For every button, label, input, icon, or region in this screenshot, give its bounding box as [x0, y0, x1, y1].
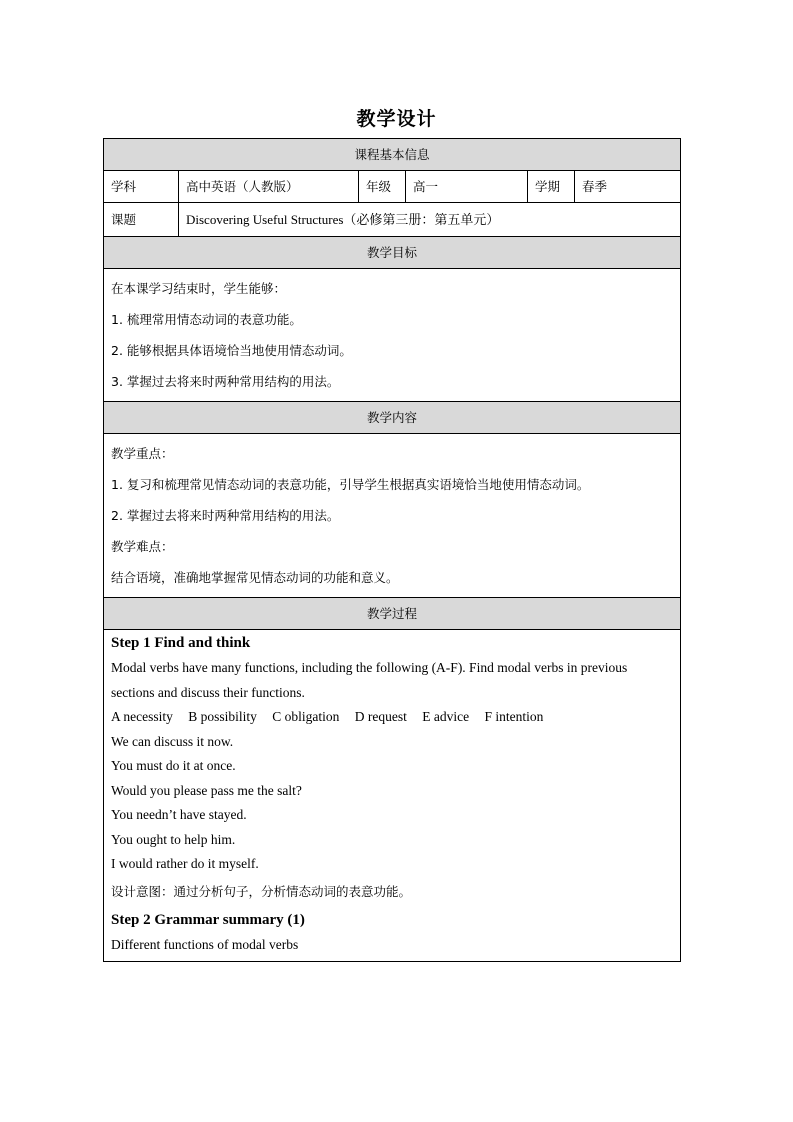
- process-body: [104, 630, 681, 962]
- difficulty-label: 教学难点：: [111, 539, 174, 554]
- objectives-intro: 在本课学习结束时，学生能够：: [111, 281, 287, 296]
- process-header: 教学过程: [104, 598, 681, 630]
- grade-label: 年级: [359, 171, 406, 203]
- content-header: 教学内容: [104, 402, 681, 434]
- option-c: C obligation: [272, 709, 340, 724]
- objective-item: 3. 掌握过去将来时两种常用结构的用法。: [111, 374, 340, 389]
- option-e: E advice: [422, 709, 470, 724]
- basic-info-header: 课程基本信息: [104, 139, 681, 171]
- option-f: F intention: [484, 709, 544, 724]
- subject-label: 学科: [104, 171, 179, 203]
- step2-line1: Different functions of modal verbs: [111, 936, 299, 952]
- example-sentence: You needn’t have stayed.: [111, 807, 247, 822]
- term-value: 春季: [575, 171, 681, 203]
- subject-value: 高中英语（人教版）: [179, 171, 359, 203]
- step1-instruction-line1: Modal verbs have many functions, including the following (A-F). Find modal verbs in previous: [111, 660, 628, 675]
- term-label: 学期: [528, 171, 575, 203]
- grade-value: 高一: [406, 171, 528, 203]
- option-d: D request: [354, 709, 407, 724]
- example-sentence: Would you please pass me the salt?: [111, 782, 302, 798]
- option-a: A necessity: [111, 709, 173, 724]
- objectives-header: 教学目标: [104, 237, 681, 269]
- difficulty-text: 结合语境，准确地掌握常见情态动词的功能和意义。: [111, 570, 399, 585]
- example-sentence: You ought to help him.: [111, 831, 236, 847]
- function-options: [111, 705, 673, 730]
- lesson-plan-table: [103, 138, 681, 962]
- document-title: 教学设计: [356, 108, 437, 130]
- key-point-item: 2. 掌握过去将来时两种常用结构的用法。: [111, 508, 340, 523]
- step1-instruction-line2: sections and discuss their functions.: [111, 684, 305, 700]
- content-body: [104, 434, 681, 598]
- topic-value: Discovering Useful Structures（必修第三册：第五单元）: [179, 203, 681, 237]
- objectives-body: [104, 269, 681, 402]
- key-points-label: 教学重点：: [111, 446, 174, 461]
- example-sentence: You must do it at once.: [111, 758, 236, 773]
- objective-item: 1. 梳理常用情态动词的表意功能。: [111, 312, 302, 327]
- topic-label: 课题: [104, 203, 179, 237]
- example-sentence: We can discuss it now.: [111, 733, 234, 749]
- key-point-item: 1. 复习和梳理常见情态动词的表意功能，引导学生根据真实语境恰当地使用情态动词。: [111, 477, 590, 492]
- objective-item: 2. 能够根据具体语境恰当地使用情态动词。: [111, 343, 352, 358]
- design-intent: 设计意图：通过分析句子，分析情态动词的表意功能。: [111, 883, 412, 899]
- option-b: B possibility: [188, 709, 257, 724]
- step2-title: Step 2 Grammar summary (1): [111, 911, 305, 928]
- example-sentence: I would rather do it myself.: [111, 856, 259, 871]
- step1-title: Step 1 Find and think: [111, 635, 251, 651]
